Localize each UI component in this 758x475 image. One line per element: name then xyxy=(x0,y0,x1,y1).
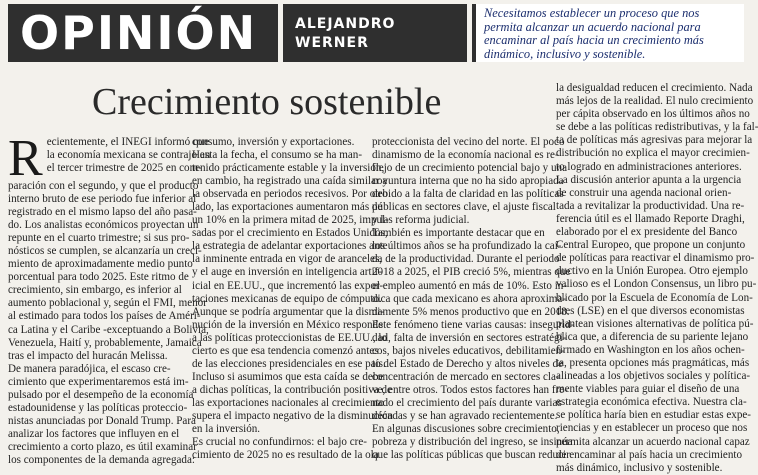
text-line: La discusión anterior apunta a la urgencia xyxy=(556,173,742,186)
text-line: de políticas para reactivar el dinamismo pro- xyxy=(556,252,755,265)
text-line: décadas y se han agravado recientemente. xyxy=(372,409,558,422)
author-last-name: WERNER xyxy=(295,35,369,51)
text-line: estadounidense y las políticas proteccio- xyxy=(8,401,188,414)
pull-quote-line: permita alcanzar un acuerdo nacional para xyxy=(484,19,701,34)
text-line: En algunas discusiones sobre crecimiento, xyxy=(372,423,560,436)
text-line: ta de políticas más agresivas para mejorar la xyxy=(556,134,753,147)
text-line: en cambio, ha registrado una caída similar a xyxy=(192,175,388,188)
text-line: ve, entre otros. Todos estos factores han fre- xyxy=(372,383,568,396)
text-line: También es importante destacar que en xyxy=(372,227,545,240)
text-line: la economía mexicana se contrajo en xyxy=(46,149,211,162)
text-line: ca Latina y el Caribe -exceptuando a Bolivia, xyxy=(8,323,209,336)
text-line: los últimos años se ha profundizado la caí- xyxy=(372,240,562,253)
text-line: un 10% en la primera mitad de 2025, impul- xyxy=(192,214,389,227)
text-line: plantean visiones alternativas de política pú- xyxy=(556,317,754,330)
text-line: ta, presenta opciones más pragmáticas, más xyxy=(556,356,750,369)
text-line: públicas en sectores clave, el ajuste fiscal xyxy=(372,201,556,214)
text-line: per cápita observado en los últimos años no xyxy=(556,108,750,121)
text-line: dinamismo de la economía nacional es re- xyxy=(372,149,559,162)
text-line: nado el crecimiento del país durante varias xyxy=(372,396,562,409)
text-line: supera el impacto negativo de la disminución xyxy=(192,409,393,422)
text-line: flejo de un crecimiento potencial bajo y una xyxy=(372,162,567,175)
text-line: crecimiento a corto plazo, es útil examinar xyxy=(8,440,197,453)
text-line: de construir una agenda nacional orien- xyxy=(556,186,732,199)
text-line: blica que, a diferencia de su pariente lejano xyxy=(556,330,749,343)
text-line: la observada en periodos recesivos. Por otro xyxy=(192,188,388,201)
text-line: porcentual para todo 2025. Este ritmo de xyxy=(8,271,189,284)
text-line: mente viables para guiar el diseño de una xyxy=(556,383,740,396)
text-line: nución de la inversión en México responde xyxy=(192,318,384,331)
text-line: que las políticas públicas que buscan reducir xyxy=(372,449,570,462)
text-line: interno bruto de ese periodo fue inferior al xyxy=(8,193,197,206)
text-line: más dinámico, inclusivo y sostenible. xyxy=(556,461,723,474)
text-line: permita alcanzar un acuerdo nacional capaz xyxy=(556,435,750,448)
text-line: to logrado en administraciones anteriores. xyxy=(556,160,742,173)
text-line: la desigualdad reducen el crecimiento. Nada xyxy=(556,82,753,94)
text-line: proteccionista del vecino del norte. El poco xyxy=(372,136,565,148)
text-line: riencias y en establecer un proceso que nos xyxy=(556,422,748,435)
text-line: registrado en el mismo lapso del año pasa- xyxy=(8,206,197,219)
text-line: ecientemente, el INEGI informó que xyxy=(46,136,210,148)
text-line: debido a la falta de claridad en las políticas xyxy=(372,188,564,201)
text-line: la inminente entrada en vigor de aranceles, xyxy=(192,253,383,266)
text-line: consumo, inversión y exportaciones. xyxy=(192,136,355,148)
text-line: repunte en el cuarto trimestre; si sus pro- xyxy=(8,232,190,245)
text-line: y las reforma judicial. xyxy=(372,214,470,227)
article-headline: Crecimiento sostenible xyxy=(92,81,442,123)
author-first-name: ALEJANDRO xyxy=(295,16,396,32)
text-line: a dichas políticas, la contribución positiva de xyxy=(192,383,392,396)
pull-quote xyxy=(472,4,744,62)
text-line: dica que cada mexicano es ahora aproxima- xyxy=(372,292,567,305)
drop-cap: R xyxy=(8,130,43,187)
text-line: al estimado para todos los países de Améri- xyxy=(8,310,201,323)
text-line: en la inversión. xyxy=(192,423,261,436)
pull-quote-line: dinámico, inclusivo y sostenible. xyxy=(484,46,646,61)
text-line: ductivo en la Unión Europea. Otro ejemplo xyxy=(556,265,748,278)
pull-quote-line: encaminar al país hacia un crecimiento más xyxy=(484,33,704,47)
text-line: icial en EE.UU., que incrementó las expor- xyxy=(192,279,384,292)
column-1-body xyxy=(8,180,209,467)
text-line: ferencia útil es el llamado Reporte Draghi, xyxy=(556,212,745,225)
text-line: nistas anunciadas por Donald Trump. Para xyxy=(8,414,196,427)
opinion-banner xyxy=(0,0,749,70)
text-line: el tercer trimestre de 2025 en com- xyxy=(46,162,202,175)
text-line: miento de aproximadamente medio punto xyxy=(8,258,193,271)
article-column-2 xyxy=(192,136,393,462)
text-line: analizar los factores que influyen en el xyxy=(8,427,180,440)
text-line: sadas por el crecimiento en Estados Unidos, xyxy=(192,227,388,240)
article-column-3 xyxy=(372,136,575,462)
text-line: to del Estado de Derecho y altos niveles de xyxy=(372,357,563,370)
text-line: de encaminar al país hacia un crecimiento xyxy=(556,448,743,461)
text-line: los componentes de la demanda agregada: xyxy=(8,453,195,466)
text-line: elaborado por el ex presidente del Banco xyxy=(556,226,738,239)
text-line: dres (LSE) en el que diversos economistas xyxy=(556,304,745,317)
text-line: Incluso si asumimos que esta caída se debe xyxy=(192,370,384,383)
text-line: paración con el segundo, y que el producto xyxy=(8,180,199,192)
text-line: valioso es el London Consensus, un libro pu- xyxy=(556,278,757,291)
text-line: cimiento que experimentaremos está im- xyxy=(8,375,189,388)
text-line: a las políticas proteccionistas de EE.UU., lo xyxy=(192,331,388,344)
text-line: de las elecciones presidenciales en ese país. xyxy=(192,357,386,370)
text-line: se debe a las políticas redistributivas, y la fal- xyxy=(556,121,758,134)
text-line: blicado por la Escuela de Economía de Lon- xyxy=(556,291,753,304)
text-line: alineadas a los objetivos sociales y política- xyxy=(556,370,751,383)
text-line: más lejos de la realidad. El nulo crecimiento xyxy=(556,95,754,108)
text-line: lado, las exportaciones aumentaron más de xyxy=(192,201,383,214)
text-line: Hasta la fecha, el consumo se ha man- xyxy=(192,149,363,162)
text-line: concentración de mercado en sectores cla- xyxy=(372,370,560,383)
text-line: crecimiento, sin embargo, es inferior al xyxy=(8,284,182,297)
text-line: Venezuela, Haití y, probablemente, Jamaica xyxy=(8,336,202,349)
article-column-1 xyxy=(8,130,211,467)
text-line: do. Los analistas económicos proyectan un xyxy=(8,219,199,232)
text-line: aumento poblacional y, según el FMI, menor xyxy=(8,297,207,310)
text-line: firmado en Washington en los años ochen- xyxy=(556,343,745,356)
section-label-block xyxy=(8,4,278,62)
text-line: Central Europeo, que propone un conjunto xyxy=(556,239,746,252)
article-column-4 xyxy=(556,82,758,475)
pull-quote-line: Necesitamos establecer un proceso que nos xyxy=(484,6,700,20)
text-line: cos, bajos niveles educativos, debilitamien- xyxy=(372,344,565,357)
text-line: da de la productividad. Durante el periodo xyxy=(372,253,560,266)
text-line: dad, falta de inversión en sectores estratégi- xyxy=(372,331,567,344)
text-line: pulsado por el desempeño de la economía xyxy=(8,388,194,401)
text-line: cimiento de 2025 no es resultado de la ola xyxy=(192,449,379,462)
text-line: la estrategia de adelantar exportaciones ante xyxy=(192,240,388,253)
text-line: taciones mexicanas de equipo de cómputo. xyxy=(192,292,382,305)
text-line: tenido prácticamente estable y la inversión, xyxy=(192,162,385,175)
text-line: De manera paradójica, el escaso cre- xyxy=(8,362,171,375)
text-line: pobreza y distribución del ingreso, se insinúa xyxy=(372,436,573,449)
text-line: y el auge en inversión en inteligencia artif- xyxy=(192,266,383,279)
text-line: coyuntura interna que no ha sido apropiada xyxy=(372,175,564,188)
text-line: nósticos se cumplen, se alcanzaría un creci- xyxy=(8,245,202,258)
text-line: Aunque se podría argumentar que la dismi- xyxy=(192,305,385,318)
text-line: 2018 a 2025, el PIB creció 5%, mientras que xyxy=(372,266,571,279)
section-label: OPINIÓN xyxy=(20,6,258,60)
text-line: Es crucial no confundirnos: el bajo cre- xyxy=(192,436,367,449)
text-line: cierto es que esa tendencia comenzó antes xyxy=(192,344,379,357)
text-line: tada a revitalizar la productividad. Una re- xyxy=(556,199,745,212)
text-line: estrategia económica efectiva. Nuestra cla- xyxy=(556,396,747,409)
author-block xyxy=(283,4,467,62)
text-line: se política haría bien en estudiar estas expe- xyxy=(556,409,751,422)
text-line: las exportaciones nacionales al crecimiento xyxy=(192,396,385,409)
text-line: el empleo aumentó en más de 10%. Esto in- xyxy=(372,279,568,292)
text-line: damente 5% menos productivo que en 2018. xyxy=(372,305,570,318)
text-line: Este fenómeno tiene varias causas: insegurid- xyxy=(372,318,575,331)
text-line: tras el impacto del huracán Melissa. xyxy=(8,349,168,362)
text-line: distribución no explica el mayor crecimien- xyxy=(556,147,750,160)
